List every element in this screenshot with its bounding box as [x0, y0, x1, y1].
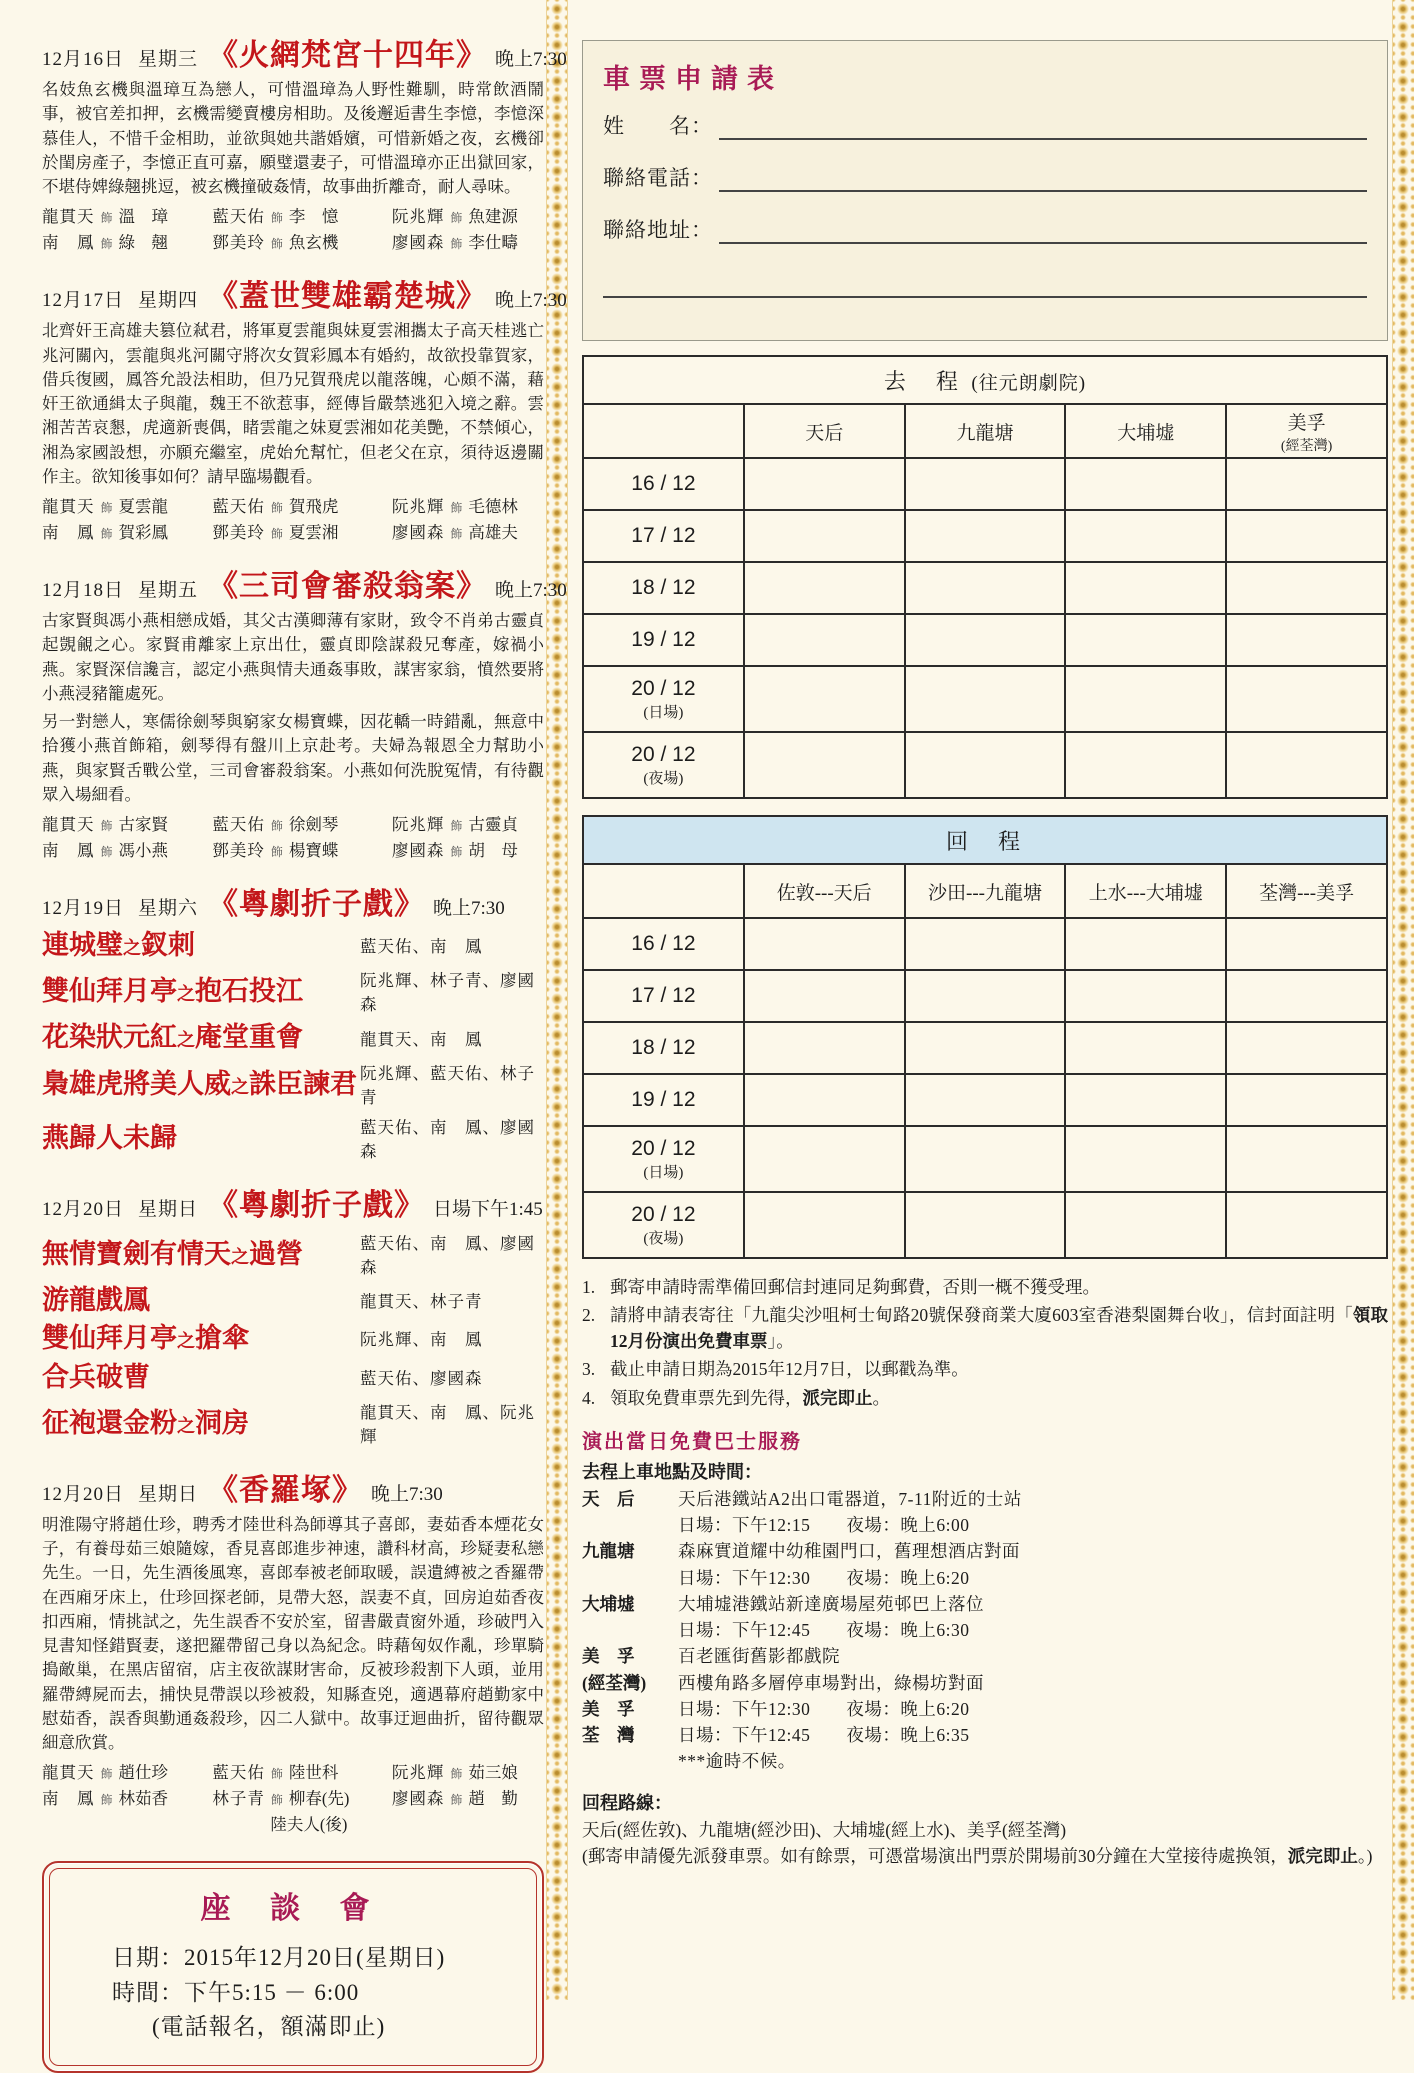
forum-date: 日期：2015年12月20日(星期日)	[112, 1945, 446, 1971]
fill-cell[interactable]	[905, 918, 1066, 970]
bus-row: (經荃灣) 西樓角路多層停車場對出，綠楊坊對面	[582, 1672, 984, 1693]
fill-cell[interactable]	[1065, 918, 1226, 970]
cast-entry: 阮兆輝 飾 古靈貞	[391, 815, 518, 834]
fill-cell[interactable]	[1226, 510, 1387, 562]
bus-row: 荃 灣 日場：下午12:45 夜場：晚上6:35	[582, 1725, 970, 1746]
bus-row: 日場：下午12:45 夜場：晚上6:30	[678, 1620, 970, 1641]
return-row: 18 / 12	[583, 1022, 1387, 1074]
show-section-dec18	[42, 561, 567, 861]
name-input-line[interactable]	[719, 112, 1367, 140]
cast-list	[42, 811, 544, 861]
fill-cell[interactable]	[905, 1074, 1066, 1126]
show-synopsis: 古家賢與馮小燕相戀成婚，其父古漢卿薄有家財，致令不肖弟古靈貞起覬覦之心。家賢甫離家上京出仕，靈貞即陰謀殺兄奪產，嫁禍小燕。家賢深信讒言，認定小燕與情夫通姦事敗，謀害家翁，憤然要將小燕浸豬籠處死。	[42, 611, 544, 703]
fill-cell[interactable]	[1226, 614, 1387, 666]
playlet-title: 花染狀元紅之庵堂重會	[42, 1022, 303, 1053]
show-date: 12月20日	[42, 1483, 125, 1505]
return-row: 20 / 12 (夜場)	[583, 1192, 1387, 1258]
cast-entry: 藍天佑 飾 李 憶	[212, 207, 339, 227]
note-item: 2. 請將申請表寄往「九龍尖沙咀柯士甸路20號保發商業大廈603室香港梨園舞台收」，信封面註明「領取12月份演出免費車票」。	[582, 1305, 1388, 1351]
forum-time: 時間：下午5:15 － 6:00	[112, 1979, 360, 2005]
playlet-title: 梟雄虎將美人威之誅臣諫君	[42, 1068, 357, 1099]
playlet-cast: 藍天佑、南 鳳、廖國森	[360, 1233, 535, 1277]
show-heading	[42, 271, 567, 315]
show-title: 《火網梵宮十四年》	[208, 39, 488, 72]
fill-cell[interactable]	[744, 1192, 905, 1258]
fill-cell[interactable]	[1226, 458, 1387, 510]
fill-cell[interactable]	[1226, 666, 1387, 732]
bus-row: 美 孚 日場：下午12:30 夜場：晚上6:20	[582, 1698, 970, 1719]
return-route-line: 天后(經佐敦)、九龍塘(經沙田)、大埔墟(經上水)、美孚(經荃灣)	[582, 1819, 1067, 1840]
note-item: 4. 領取免費車票先到先得，派完即止。	[582, 1387, 890, 1408]
show-synopsis: 明淮陽守將趙仕珍，聘秀才陸世科為師導其子喜郎，妻茹香本煙花女子，有養母茹三娘隨嫁，香見喜郎進步神速，讚科材高，珍疑妻私戀先生。一日，先生酒後風寒，喜郎奉被老師取暖，誤遺縛被之香羅帶在西廂牙床上，仕珍回探老師，見帶大怒，誤妻不貞，回房迫茹香夜扣西廂，情挑試之，先生誤香不安於室，留書嚴責窗外遁，珍破門入見書知怪錯賢妻，遂把羅帶留己身以為紀念。時藉匈奴作亂，珍單騎搗敵巢，在黑店留宿，店主夜欲謀財害命，反被珍殺割下人頭，並用羅帶縛屍而去，捕快見帶誤以珍被殺，知縣查兇，適遇幕府趙勤家中慰茹香，誤香與勤通姦殺珍，囚二人獄中。故事迂迴曲折，留待觀眾細意欣賞。	[42, 1514, 544, 1753]
playlet-title: 連城璧之釵刺	[42, 930, 195, 960]
cast-entry: 龍貫天 飾 趙仕珍	[42, 1763, 169, 1783]
cast-entry: 南 鳳 飾 綠 翹	[42, 233, 169, 253]
cast-entry: 廖國森 飾 趙 勤	[391, 1789, 518, 1809]
show-section-dec20-playlets	[42, 1180, 544, 1447]
address-input-line-2[interactable]	[603, 270, 1367, 298]
playlet-item	[42, 1114, 544, 1162]
fill-cell[interactable]	[1226, 562, 1387, 614]
fill-cell[interactable]	[744, 614, 905, 666]
return-row: 20 / 12 (日場)	[583, 1126, 1387, 1192]
fill-cell[interactable]	[744, 510, 905, 562]
outbound-table	[582, 355, 1388, 799]
fill-cell[interactable]	[1065, 562, 1226, 614]
playlet-cast: 阮兆輝、藍天佑、林子青	[360, 1063, 535, 1107]
cast-entry: 南 鳳 飾 馮小燕	[42, 841, 169, 860]
bus-service-heading: 演出當日免費巴士服務	[582, 1430, 802, 1453]
bus-row: 大埔墟 大埔墟港鐵站新達廣場屋苑邨巴上落位	[582, 1593, 984, 1614]
fill-cell[interactable]	[905, 614, 1066, 666]
show-section-dec17	[42, 271, 567, 543]
cast-entry: 廖國森 飾 胡 母	[391, 841, 518, 860]
cast-list	[42, 203, 544, 253]
show-weekday: 星期六	[138, 898, 199, 919]
fill-cell[interactable]	[744, 1022, 905, 1074]
fill-cell[interactable]	[1065, 510, 1226, 562]
return-col-blank	[583, 864, 744, 918]
fill-cell[interactable]	[744, 918, 905, 970]
show-synopsis: 北齊奸王高雄夫篡位弒君，將軍夏雲龍與妹夏雲湘攜太子高天桂逃亡兆河關內，雲龍與兆河關守將次女賀彩鳳本有婚約，故欲投靠賀家，借兵復國，鳳答允設法相助，但乃兄賀飛虎以龍落魄，心頗不滿，藉奸王欲通緝太子與龍，魏王不欲惹事，經傳旨嚴禁逃犯入境之辭。雲湘苦苦哀懇，虎適新喪偶，睹雲龍之妹夏雲湘如花美艷，不禁傾心，湘為家國設想，亦願充繼室，虎始允幫忙，但老父在京，須待返邊關作主。欲知後事如何？請早臨場觀看。	[42, 321, 544, 486]
show-section-dec16	[42, 30, 567, 253]
playlet-title: 無情寶劍有情天之過營	[42, 1238, 303, 1269]
outbound-row: 18 / 12	[583, 562, 1387, 614]
show-synopsis: 名妓魚玄機與溫璋互為戀人，可惜溫璋為人野性難馴，時常飲酒鬧事，被官差扣押，玄機需變賣樓房相助。及後邂逅書生李憶，李憶深慕佳人，不惜千金相助，並欲與她共諧婚嬪，可惜新婚之夜，玄機卻於閨房產子，李憶正直可嘉，願璧還妻子，可惜溫璋亦正出獄回家，不堪侍婢綠翹挑逗，被玄機撞破姦情，故事曲折離奇，耐人尋味。	[42, 80, 544, 196]
return-row: 16 / 12	[583, 918, 1387, 970]
ticket-form-column	[582, 40, 1388, 1869]
outbound-row: 16 / 12	[583, 458, 1387, 510]
fill-cell[interactable]	[1065, 732, 1226, 798]
playlet-item	[42, 1284, 544, 1316]
return-row: 19 / 12	[583, 1074, 1387, 1126]
fill-cell[interactable]	[744, 1126, 905, 1192]
fill-cell[interactable]	[1065, 970, 1226, 1022]
fill-cell[interactable]	[1065, 1126, 1226, 1192]
fill-cell[interactable]	[1226, 1022, 1387, 1074]
show-date: 12月19日	[42, 898, 125, 919]
show-weekday: 星期三	[138, 49, 199, 70]
fill-cell[interactable]	[905, 732, 1066, 798]
note-item: 1. 郵寄申請時需準備回郵信封連同足夠郵費，否則一概不獲受理。	[582, 1277, 1100, 1297]
forum-title: 座 談 會	[200, 1892, 386, 1926]
name-field-row	[603, 110, 1367, 140]
cast-entry: 藍天佑 飾 陸世科	[212, 1763, 339, 1783]
fill-cell[interactable]	[1065, 458, 1226, 510]
fill-cell[interactable]	[744, 562, 905, 614]
free-bus-service	[582, 1425, 1388, 1775]
fill-cell[interactable]	[1226, 918, 1387, 970]
show-title: 《香羅塚》	[208, 1473, 364, 1507]
show-date: 12月18日	[42, 580, 125, 601]
outbound-row: 20 / 12 (夜場)	[583, 732, 1387, 798]
cast-entry: 龍貫天 飾 溫 璋	[42, 207, 169, 227]
bus-row: 天 后 天后港鐵站A2出口電器道，7-11附近的士站	[582, 1488, 1022, 1509]
cast-entry: 鄧美玲 飾 夏雲湘	[212, 523, 339, 542]
outbound-col-kowloontong: 九龍塘	[905, 404, 1066, 458]
show-heading	[42, 1180, 544, 1224]
fill-cell[interactable]	[744, 666, 905, 732]
show-title: 《三司會審殺翁案》	[208, 570, 488, 603]
fill-cell[interactable]	[905, 1192, 1066, 1258]
fill-cell[interactable]	[1226, 1126, 1387, 1192]
playlet-title: 燕歸人未歸	[42, 1122, 177, 1153]
show-weekday: 星期五	[138, 580, 199, 601]
fill-cell[interactable]	[1226, 1074, 1387, 1126]
fill-cell[interactable]	[1065, 1074, 1226, 1126]
cast-entry: 廖國森 飾 高雄夫	[391, 523, 518, 542]
playlet-title: 雙仙拜月亭之抱石投江	[42, 976, 303, 1007]
return-table	[582, 815, 1388, 1259]
show-time: 晚上7:30	[495, 580, 567, 601]
playlet-item	[42, 1060, 544, 1108]
fill-cell[interactable]	[744, 458, 905, 510]
address-label: 聯絡地址：	[603, 218, 713, 242]
address-input-line[interactable]	[719, 216, 1367, 244]
show-time: 晚上7:30	[495, 49, 567, 70]
cast-entry: 龍貫天 飾 古家賢	[42, 815, 169, 834]
playlet-cast: 阮兆輝、南 鳳	[360, 1330, 483, 1350]
fill-cell[interactable]	[905, 1022, 1066, 1074]
address-field-row	[603, 214, 1367, 244]
cast-entry: 龍貫天 飾 夏雲龍	[42, 497, 169, 516]
fill-cell[interactable]	[905, 1126, 1066, 1192]
cast-extra-role: 陸夫人(後)	[270, 1815, 348, 1835]
fill-cell[interactable]	[1226, 1192, 1387, 1258]
playlet-cast: 藍天佑、廖國森	[360, 1368, 483, 1388]
cast-entry: 鄧美玲 飾 楊寶蝶	[212, 841, 339, 860]
fill-cell[interactable]	[1065, 614, 1226, 666]
outbound-col-blank	[583, 404, 744, 458]
fill-cell[interactable]	[1065, 1022, 1226, 1074]
name-label: 姓 名：	[603, 114, 713, 138]
forum-box-inner	[49, 1868, 537, 2066]
note-item: 3. 截止申請日期為2015年12月7日，以郵戳為準。	[582, 1359, 969, 1380]
show-time: 晚上7:30	[495, 290, 567, 312]
playlet-cast: 龍貫天、林子青	[360, 1291, 483, 1311]
fill-cell[interactable]	[1065, 666, 1226, 732]
playlet-title: 征袍還金粉之洞房	[42, 1407, 249, 1438]
show-weekday: 星期日	[138, 1483, 199, 1505]
right-edge-ornament	[1392, 0, 1414, 2000]
show-weekday: 星期四	[138, 290, 199, 312]
outbound-table-title: 去 程 (往元朗劇院)	[583, 356, 1387, 404]
fill-cell[interactable]	[744, 970, 905, 1022]
fill-cell[interactable]	[905, 510, 1066, 562]
playlet-cast: 藍天佑、南 鳳、廖國森	[360, 1117, 535, 1161]
show-title: 《粵劇折子戲》	[208, 1188, 426, 1222]
show-heading	[42, 1465, 544, 1509]
phone-input-line[interactable]	[719, 164, 1367, 192]
return-row: 17 / 12	[583, 970, 1387, 1022]
programme-column	[42, 30, 567, 2073]
return-route-heading: 回程路線：	[582, 1792, 672, 1813]
forum-box	[42, 1861, 544, 2073]
fill-cell[interactable]	[905, 562, 1066, 614]
playlet-item	[42, 1399, 544, 1447]
show-section-dec19-playlets	[42, 879, 544, 1162]
cast-entry: 阮兆輝 飾 魚建源	[391, 207, 518, 227]
forum-note: (電話報名，額滿即止)	[152, 2014, 386, 2040]
playlet-cast: 龍貫天、南 鳳	[360, 1029, 483, 1049]
bus-row: 日場：下午12:15 夜場：晚上6:00	[678, 1515, 970, 1536]
return-col-tsuenwan-meifoo: 荃灣---美孚	[1226, 864, 1387, 918]
show-heading	[42, 30, 567, 74]
cast-list	[42, 493, 544, 543]
show-heading	[42, 879, 544, 923]
return-col-sheungshui-taipo: 上水---大埔墟	[1065, 864, 1226, 918]
outbound-row: 17 / 12	[583, 510, 1387, 562]
playlet-cast: 龍貫天、南 鳳、阮兆輝	[360, 1402, 535, 1446]
outbound-row: 19 / 12	[583, 614, 1387, 666]
outbound-col-tinhau: 天后	[744, 404, 905, 458]
bus-row: 美 孚 百老匯街舊影都戲院	[582, 1646, 840, 1667]
application-notes	[582, 1275, 1388, 1411]
cast-entry: 藍天佑 飾 賀飛虎	[212, 497, 339, 516]
playlet-cast: 藍天佑、南 鳳	[360, 937, 483, 957]
fill-cell[interactable]	[1226, 970, 1387, 1022]
playlet-item	[42, 929, 544, 961]
show-date: 12月16日	[42, 49, 125, 70]
return-col-shatin-kowloontong: 沙田---九龍塘	[905, 864, 1066, 918]
playlet-item	[42, 967, 544, 1015]
playlet-item	[42, 1230, 544, 1278]
cast-entry: 鄧美玲 飾 魚玄機	[212, 233, 339, 253]
bus-row: ***逾時不候。	[678, 1751, 796, 1772]
return-route-note: (郵寄申請優先派發車票。如有餘票，可憑當場演出門票於開場前30分鐘在大堂接待處换領，派完即止。)	[582, 1845, 1373, 1866]
cast-entry: 南 鳳 飾 賀彩鳳	[42, 523, 169, 542]
show-date: 12月17日	[42, 290, 125, 312]
cast-entry: 林子青 飾 柳春(先)	[212, 1789, 350, 1809]
show-date: 12月20日	[42, 1198, 125, 1220]
bus-row: 日場：下午12:30 夜場：晚上6:20	[678, 1567, 970, 1588]
ticket-application-form	[582, 40, 1388, 341]
fill-cell[interactable]	[905, 458, 1066, 510]
fill-cell[interactable]	[744, 732, 905, 798]
show-synopsis: 另一對戀人，寒儒徐劍琴與窮家女楊寶蝶，因花轎一時錯亂，無意中拾獲小燕首飾箱，劍琴得有盤川上京赴考。夫婦為報恩全力幫助小燕，與家賢舌戰公堂，三司會審殺翁案。小燕如何洗脫冤情，有待觀眾入場細看。	[42, 712, 544, 804]
cast-entry: 藍天佑 飾 徐劍琴	[212, 815, 339, 834]
return-route	[582, 1789, 1388, 1870]
bus-pickup-heading: 去程上車地點及時間：	[582, 1461, 762, 1482]
fill-cell[interactable]	[1065, 1192, 1226, 1258]
show-weekday: 星期日	[138, 1198, 199, 1220]
outbound-header-row	[583, 404, 1387, 458]
fill-cell[interactable]	[1226, 732, 1387, 798]
show-section-dec20-evening	[42, 1465, 544, 1836]
fill-cell[interactable]	[905, 970, 1066, 1022]
playlet-title: 合兵破曹	[42, 1361, 150, 1392]
bus-row: 九龍塘 森麻實道耀中幼稚園門口，舊理想酒店對面	[582, 1541, 1020, 1562]
phone-label: 聯絡電話：	[603, 166, 713, 190]
playlet-item	[42, 1361, 544, 1393]
cast-entry: 阮兆輝 飾 毛德林	[391, 497, 518, 516]
show-time: 日場下午1:45	[433, 1198, 543, 1220]
playlet-title: 游龍戲鳳	[42, 1284, 150, 1315]
return-header-row	[583, 864, 1387, 918]
playlet-title: 雙仙拜月亭之搶傘	[42, 1323, 249, 1354]
playlet-item	[42, 1021, 544, 1053]
show-title: 《粵劇折子戲》	[208, 888, 426, 921]
fill-cell[interactable]	[744, 1074, 905, 1126]
cast-entry: 南 鳳 飾 林茹香	[42, 1789, 169, 1809]
outbound-col-taipomarket: 大埔墟	[1065, 404, 1226, 458]
cast-entry: 廖國森 飾 李仕疇	[391, 233, 518, 253]
playlet-cast: 阮兆輝、林子青、廖國森	[360, 971, 535, 1015]
show-heading	[42, 561, 567, 605]
cast-entry: 阮兆輝 飾 茹三娘	[391, 1763, 518, 1783]
form-title: 車票申請表	[603, 64, 783, 94]
show-title: 《蓋世雙雄霸楚城》	[208, 280, 488, 314]
outbound-row: 20 / 12 (日場)	[583, 666, 1387, 732]
show-time: 晚上7:30	[371, 1483, 443, 1505]
return-col-jordan-tinhau: 佐敦---天后	[744, 864, 905, 918]
fill-cell[interactable]	[905, 666, 1066, 732]
show-time: 晚上7:30	[433, 898, 505, 919]
playlet-item	[42, 1322, 544, 1354]
return-table-title: 回 程	[583, 816, 1387, 864]
outbound-col-meifoo: 美孚 (經荃灣)	[1226, 404, 1387, 458]
cast-list	[42, 1759, 544, 1835]
phone-field-row	[603, 162, 1367, 192]
